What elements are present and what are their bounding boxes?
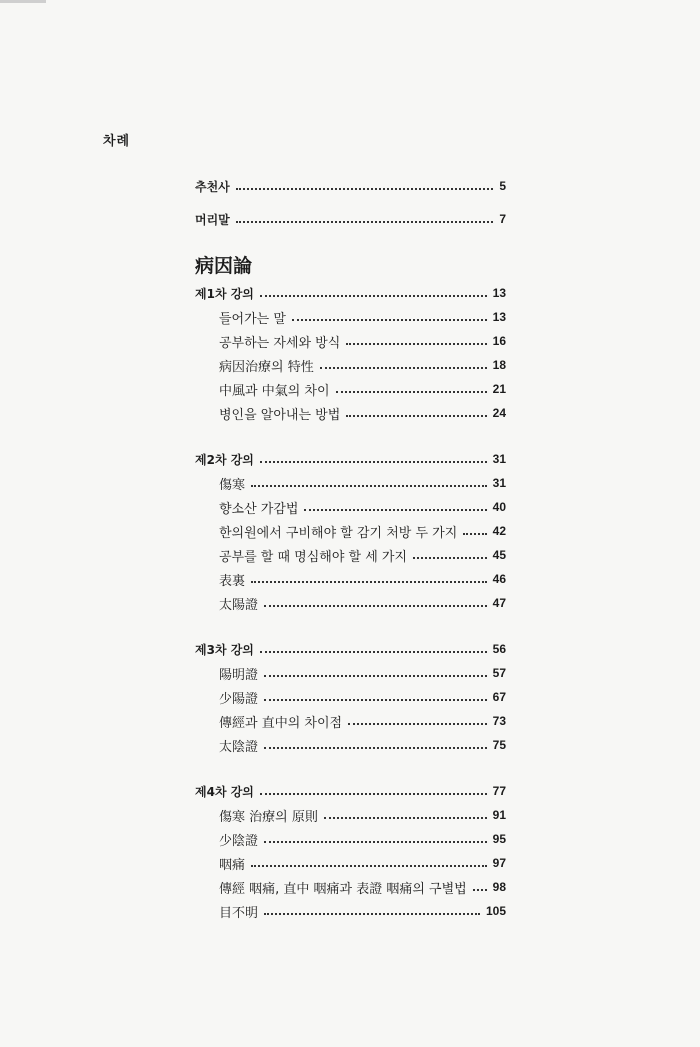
- toc-entry[interactable]: [195, 519, 506, 543]
- toc-entry-label: 太陽證: [219, 597, 259, 613]
- toc-entry[interactable]: [195, 543, 506, 567]
- toc-page-number: 13: [492, 286, 506, 300]
- toc-page-number: 91: [492, 808, 506, 822]
- toc-page-number: 40: [492, 500, 506, 514]
- toc-entry-label: 中風과 中氣의 차이: [219, 383, 330, 399]
- toc-entry-label: 傳經 咽痛, 直中 咽痛과 表證 咽痛의 구별법: [219, 881, 467, 897]
- toc-lecture-heading[interactable]: [195, 447, 506, 471]
- dot-leader: [336, 391, 487, 393]
- toc-page-number: 31: [492, 476, 506, 490]
- toc-entry[interactable]: [195, 899, 506, 923]
- toc-page-number: 75: [492, 738, 506, 752]
- dot-leader: [264, 913, 480, 915]
- toc-entry-label: 제4차 강의: [195, 784, 254, 799]
- toc-page-number: 47: [492, 596, 506, 610]
- dot-leader: [236, 221, 494, 223]
- top-rule: [0, 0, 46, 3]
- toc-entry-label: 한의원에서 구비해야 할 감기 처방 두 가지: [219, 525, 458, 541]
- toc-entry-label: 陽明證: [219, 667, 259, 683]
- toc-entry[interactable]: [195, 827, 506, 851]
- dot-leader: [264, 605, 487, 607]
- dot-leader: [463, 533, 486, 535]
- toc-entry-label: 少陽證: [219, 691, 259, 707]
- toc-page-number: 42: [492, 524, 506, 538]
- toc-entry[interactable]: [195, 353, 506, 377]
- toc-entry[interactable]: [195, 875, 506, 899]
- dot-leader: [264, 699, 487, 701]
- toc-entry-label: 少陰證: [219, 833, 259, 849]
- toc-entry-label: 들어가는 말: [219, 311, 286, 327]
- toc-entry-label: 太陰證: [219, 739, 259, 755]
- toc-entry-preface[interactable]: [195, 207, 506, 231]
- toc-page-number: 56: [492, 642, 506, 656]
- toc-page-number: 7: [499, 212, 506, 226]
- toc-page-number: 21: [492, 382, 506, 396]
- table-of-contents: [195, 174, 506, 923]
- dot-leader: [264, 747, 487, 749]
- toc-entry[interactable]: [195, 377, 506, 401]
- section-gap: [195, 425, 506, 447]
- dot-leader: [251, 485, 487, 487]
- toc-entry-label: 咽痛: [219, 857, 246, 873]
- section-gap: [195, 757, 506, 779]
- toc-entry-label: 향소산 가감법: [219, 501, 299, 517]
- toc-entry-label: 공부하는 자세와 방식: [219, 335, 341, 351]
- dot-leader: [473, 889, 487, 891]
- dot-leader: [260, 793, 487, 795]
- toc-entry-label: 제2차 강의: [195, 452, 254, 467]
- toc-entry-label: 추천사: [195, 179, 230, 194]
- toc-lecture-heading[interactable]: [195, 281, 506, 305]
- toc-page-number: 31: [492, 452, 506, 466]
- toc-entry[interactable]: [195, 661, 506, 685]
- dot-leader: [324, 817, 487, 819]
- toc-page-number: 5: [499, 179, 506, 193]
- toc-lecture-heading[interactable]: [195, 779, 506, 803]
- toc-entry[interactable]: [195, 401, 506, 425]
- dot-leader: [304, 509, 486, 511]
- toc-entry[interactable]: [195, 495, 506, 519]
- toc-page-number: 13: [492, 310, 506, 324]
- toc-entry-label: 제3차 강의: [195, 642, 254, 657]
- dot-leader: [346, 415, 486, 417]
- toc-page-number: 46: [492, 572, 506, 586]
- toc-entry-label: 傳經과 直中의 차이점: [219, 715, 343, 731]
- dot-leader: [260, 651, 487, 653]
- toc-page-number: 24: [492, 406, 506, 420]
- toc-entry-label: 병인을 알아내는 방법: [219, 407, 341, 423]
- toc-entry[interactable]: [195, 709, 506, 733]
- dot-leader: [292, 319, 487, 321]
- dot-leader: [251, 865, 487, 867]
- toc-page-number: 77: [492, 784, 506, 798]
- toc-entry[interactable]: [195, 733, 506, 757]
- dot-leader: [264, 841, 487, 843]
- toc-entry[interactable]: [195, 851, 506, 875]
- dot-leader: [236, 188, 494, 190]
- toc-entry-label: 공부를 할 때 명심해야 할 세 가지: [219, 549, 408, 565]
- dot-leader: [348, 723, 487, 725]
- toc-entry[interactable]: [195, 685, 506, 709]
- toc-entry-label: 表裏: [219, 573, 246, 589]
- dot-leader: [260, 461, 487, 463]
- toc-page-number: 105: [485, 904, 506, 918]
- section-gap: [195, 615, 506, 637]
- toc-page-number: 45: [492, 548, 506, 562]
- toc-page-number: 97: [492, 856, 506, 870]
- toc-entry-label: 病因治療의 特性: [219, 359, 314, 375]
- dot-leader: [320, 367, 487, 369]
- toc-entry-label: 제1차 강의: [195, 286, 254, 301]
- part-title: 病因論: [195, 255, 253, 277]
- toc-entry[interactable]: [195, 329, 506, 353]
- toc-page-number: 67: [492, 690, 506, 704]
- toc-entry[interactable]: [195, 471, 506, 495]
- toc-entry[interactable]: [195, 305, 506, 329]
- toc-lecture-heading[interactable]: [195, 637, 506, 661]
- toc-page-number: 18: [492, 358, 506, 372]
- toc-entry-label: 머리말: [195, 212, 230, 227]
- dot-leader: [260, 295, 487, 297]
- toc-entry-recommendation[interactable]: [195, 174, 506, 198]
- toc-page-number: 95: [492, 832, 506, 846]
- toc-entry[interactable]: [195, 803, 506, 827]
- toc-entry-label: 傷寒: [219, 477, 246, 493]
- toc-entry-label: 傷寒 治療의 原則: [219, 809, 318, 825]
- dot-leader: [346, 343, 486, 345]
- toc-page-number: 73: [492, 714, 506, 728]
- dot-leader: [251, 581, 487, 583]
- toc-entry[interactable]: [195, 591, 506, 615]
- dot-leader: [413, 557, 487, 559]
- toc-page-number: 98: [492, 880, 506, 894]
- toc-entry[interactable]: [195, 567, 506, 591]
- lecture-list: [195, 281, 506, 923]
- toc-page-number: 57: [492, 666, 506, 680]
- dot-leader: [264, 675, 487, 677]
- toc-entry-label: 目不明: [219, 905, 259, 921]
- toc-page-number: 16: [492, 334, 506, 348]
- page-title: 차례: [103, 134, 131, 149]
